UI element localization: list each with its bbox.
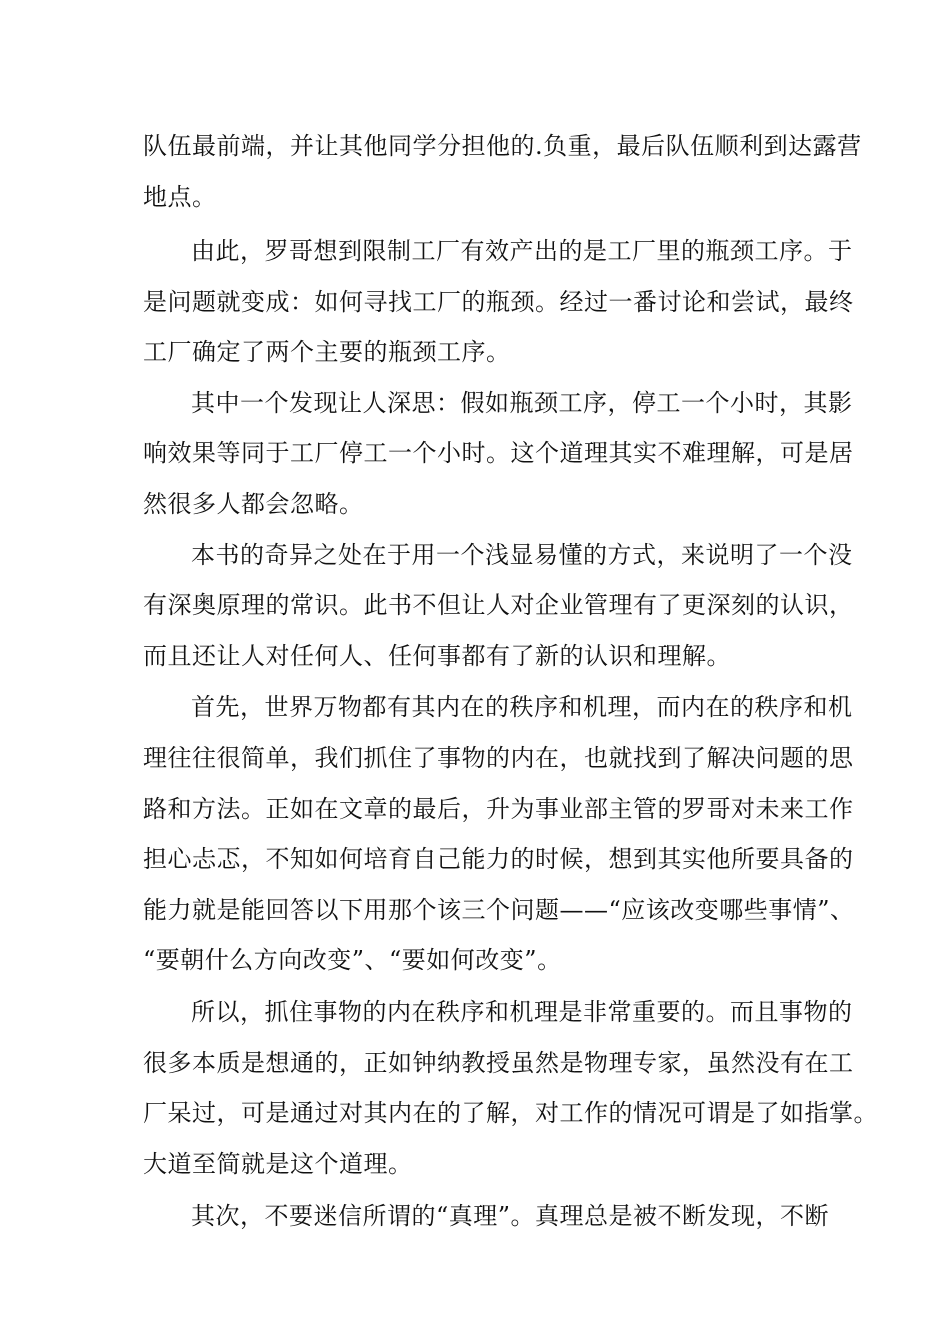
paragraph-start-line: 其次，不要迷信所谓的“真理”。真理总是被不断发现，不断	[191, 1202, 830, 1230]
text-line: 队伍最前端，并让其他同学分担他的.负重，最后队伍顺利到达露营	[143, 132, 862, 160]
paragraph-start-line: 首先，世界万物都有其内在的秩序和机理，而内在的秩序和机	[191, 693, 853, 721]
text-line: 工厂确定了两个主要的瓶颈工序。	[143, 338, 511, 366]
text-line: 路和方法。正如在文章的最后，升为事业部主管的罗哥对未来工作	[143, 795, 854, 823]
text-line: 是问题就变成：如何寻找工厂的瓶颈。经过一番讨论和尝试，最终	[143, 288, 854, 316]
text-line: “要朝什么方向改变”、“要如何改变”。	[143, 946, 562, 974]
text-line: 响效果等同于工厂停工一个小时。这个道理其实不难理解，可是居	[143, 439, 854, 467]
paragraph-start-line: 所以，抓住事物的内在秩序和机理是非常重要的。而且事物的	[191, 998, 853, 1026]
text-line: 然很多人都会忽略。	[143, 490, 364, 518]
text-line: 担心忐忑，不知如何培育自己能力的时候，想到其实他所要具备的	[143, 845, 854, 873]
paragraph-start-line: 由此，罗哥想到限制工厂有效产出的是工厂里的瓶颈工序。于	[191, 237, 853, 265]
text-line: 而且还让人对任何人、任何事都有了新的认识和理解。	[143, 642, 731, 670]
text-line: 大道至简就是这个道理。	[143, 1150, 413, 1178]
paragraph-start-line: 其中一个发现让人深思：假如瓶颈工序，停工一个小时，其影	[191, 389, 853, 417]
text-line: 厂呆过，可是通过对其内在的了解，对工作的情况可谓是了如指掌。	[143, 1099, 878, 1127]
text-line: 理往往很简单，我们抓住了事物的内在，也就找到了解决问题的思	[143, 744, 854, 772]
text-line: 很多本质是想通的，正如钟纳教授虽然是物理专家，虽然没有在工	[143, 1049, 854, 1077]
text-line: 能力就是能回答以下用那个该三个问题——“应该改变哪些事情”、	[143, 896, 855, 924]
paragraph-start-line: 本书的奇异之处在于用一个浅显易懂的方式，来说明了一个没	[191, 541, 853, 569]
text-line: 地点。	[143, 183, 217, 211]
text-line: 有深奥原理的常识。此书不但让人对企业管理有了更深刻的认识，	[143, 591, 854, 619]
